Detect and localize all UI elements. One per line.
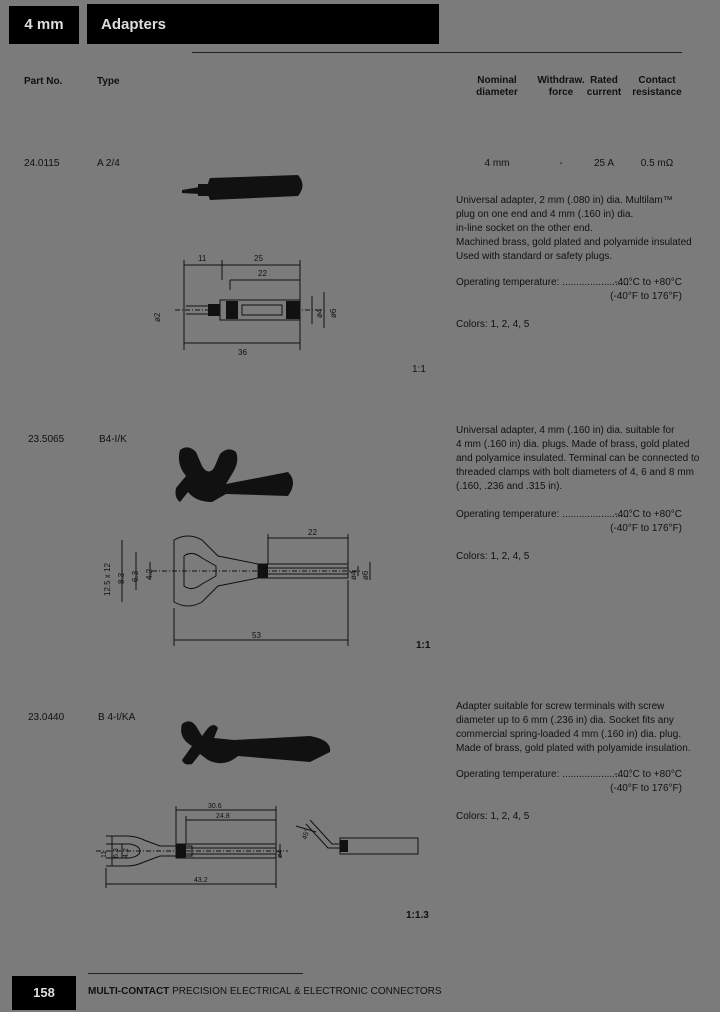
dim-30-6: 30.6 [208, 803, 222, 810]
contact-resistance-value: 0.5 mΩ [640, 158, 674, 169]
dim-dia4: ø4 [349, 570, 358, 580]
col-contact-resistance: Contact resistance [632, 75, 682, 98]
dim-dia6: ø6 [329, 308, 338, 318]
dim-8-3: 8.3 [117, 572, 126, 584]
product-type: A 2/4 [97, 158, 120, 169]
col-part-no: Part No. [24, 76, 63, 87]
product-description: Universal adapter, 4 mm (.160 in) dia. suitable for 4 mm (.160 in) dia. plugs. Made of brass, gold plated and polyamice insulated. Terminal can be connected to threaded clamps with bolt diameters of 4, 6 and 8 mm (.160, .236 and .315 in). [456, 425, 700, 492]
drawing-scale: 1:1 [416, 640, 431, 651]
product-type: B4-I/K [99, 434, 127, 445]
product-type: B 4-I/KA [98, 712, 136, 723]
dim-53: 53 [252, 631, 261, 640]
part-number: 23.0440 [28, 712, 65, 723]
operating-temp-label: Operating temperature: ......................... [456, 509, 632, 520]
section-tab [9, 6, 79, 44]
col-nominal-diameter: Nominal diameter [476, 75, 518, 98]
product-description: Universal adapter, 2 mm (.080 in) dia. Multilam™ plug on one end and 4 mm (.160 in) dia. in-line socket on the other end. Machined brass, gold plated and polyamide insulated Used with standard or safety plugs. [456, 195, 692, 262]
dim-24-8: 24.8 [216, 813, 230, 820]
page-title: Adapters [101, 16, 167, 33]
operating-temp-label: Operating temperature: ......................... [456, 769, 632, 780]
col-rated-current: Rated current [586, 75, 622, 98]
dim-6-3: 6.3 [113, 848, 120, 858]
product-description: Adapter suitable for screw terminals with screw diameter up to 6 mm (.236 in) dia. Socket fits any commercial spring-loaded 4 mm (.160 in) dia. plug. Made of brass, gold plated with polyamide insulation. [456, 701, 691, 754]
dim-22: 22 [258, 269, 267, 278]
part-number: 23.5065 [28, 434, 65, 445]
dim-dia4: ø4 [315, 308, 324, 318]
brand-name: MULTI-CONTACT [88, 986, 170, 997]
adapter-a24-drawing [150, 168, 350, 378]
operating-temp-f: (-40°F to 176°F) [610, 291, 682, 302]
colors: Colors: 1, 2, 4, 5 [456, 551, 530, 562]
adapter-b4ika-drawing [96, 716, 426, 896]
rated-current-value: 25 A [593, 158, 615, 169]
dim-slot: 12.5 x 12 [103, 563, 112, 596]
dim-dia4: ø4 [277, 849, 284, 858]
dim-angle: 45° [301, 828, 312, 841]
operating-temp-f: (-40°F to 176°F) [610, 523, 682, 534]
dim-36: 36 [238, 348, 247, 357]
footer-rule [88, 973, 303, 974]
colors: Colors: 1, 2, 4, 5 [456, 319, 530, 330]
dim-4-2: 4.2 [123, 848, 130, 858]
colors: Colors: 1, 2, 4, 5 [456, 811, 530, 822]
brand-tagline: PRECISION ELECTRICAL & ELECTRONIC CONNECTORS [172, 986, 442, 997]
dim-43-2: 43.2 [194, 877, 208, 884]
operating-temp-label: Operating temperature: ......................... [456, 277, 632, 288]
header-rule [192, 52, 682, 53]
withdraw-force-value: - [559, 158, 563, 169]
part-number: 24.0115 [24, 158, 60, 169]
drawing-scale: 1:1 [412, 364, 426, 375]
operating-temp-c: -40°C to +80°C [614, 509, 682, 520]
section-label: 4 mm [24, 16, 64, 33]
dim-dia6: ø6 [361, 570, 370, 580]
drawing-scale: 1:1.3 [406, 910, 429, 921]
operating-temp-c: -40°C to +80°C [614, 769, 682, 780]
dim-dia2: ø2 [153, 312, 162, 322]
col-type: Type [97, 76, 120, 87]
dim-11: 11 [101, 850, 108, 858]
nominal-diameter-value: 4 mm [484, 158, 510, 169]
adapter-b4ik-drawing [92, 440, 442, 660]
dim-11: 11 [198, 254, 207, 263]
page-header [87, 4, 439, 44]
dim-22: 22 [308, 528, 317, 537]
operating-temp-c: -40°C to +80°C [614, 277, 682, 288]
dim-4-2: 4.2 [145, 568, 154, 580]
dim-6-3: 6.3 [131, 570, 140, 582]
dim-25: 25 [254, 254, 263, 263]
operating-temp-f: (-40°F to 176°F) [610, 783, 682, 794]
footer-text [88, 986, 442, 997]
page-number: 158 [12, 976, 76, 1010]
col-withdraw-force: Withdraw. force [537, 75, 585, 98]
